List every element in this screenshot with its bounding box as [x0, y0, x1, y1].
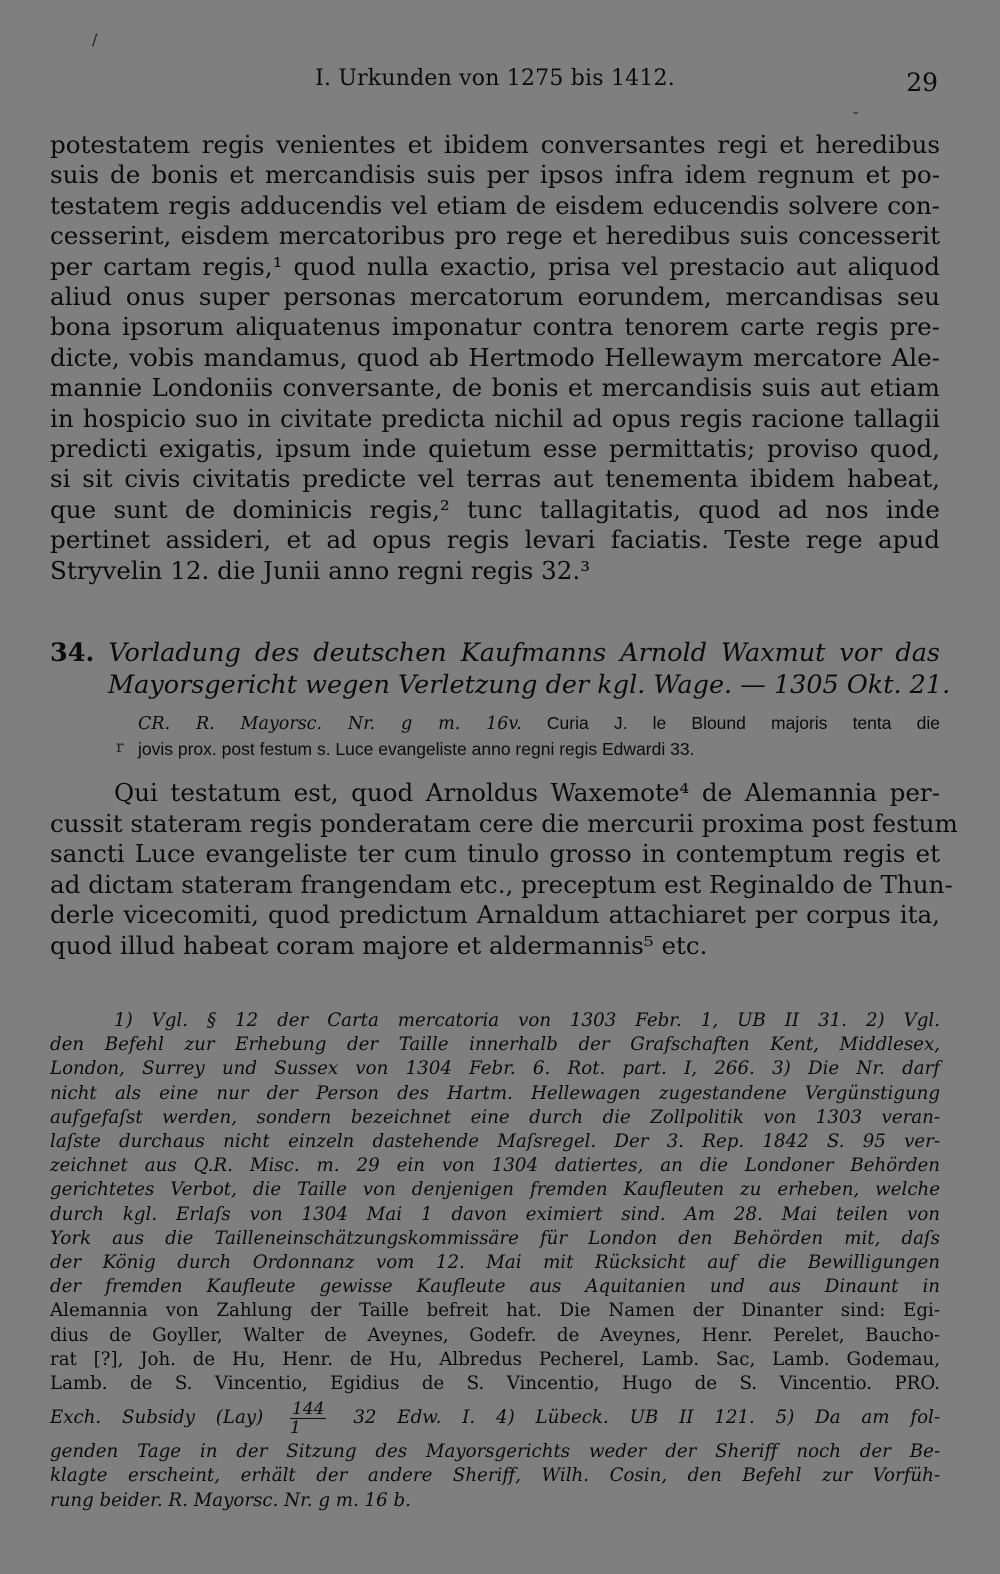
text-line: que sunt de dominicis regis,² tunc tallagitatis, quod ad nos inde: [50, 494, 940, 524]
footnote-line: den Befehl zur Erhebung der Taille innerhalb der Grafschaften Kent, Middlesex,: [50, 1034, 940, 1056]
footnote-line: nicht als eine nur der Person des Hartm. Hellewagen zugestandene Vergünstigung: [50, 1082, 940, 1104]
source-text: Curia J. le Blound majoris tenta die: [546, 713, 940, 733]
source-text: jovis prox. post festum s. Luce evangeliste anno regni regis Edwardi 33.: [138, 739, 695, 759]
text-line: Stryvelin 12. die Junii anno regni regis 32.³: [50, 555, 591, 585]
footnote-line: gerichtetes Verbot, die Taille von denjenigen fremden Kaufleuten zu erheben, welche: [50, 1179, 940, 1201]
text-line: sancti Luce evangeliste ter cum tinulo grosso in contemptum regis et: [50, 839, 940, 869]
continued-document-text: [50, 130, 940, 586]
scan-speck: r: [116, 737, 124, 756]
scan-speck: /: [92, 30, 98, 49]
footnote-line: der fremden Kaufleute gewisse Kaufleute aus Aquitanien und aus Dinaunt in: [50, 1276, 940, 1298]
footnote-line: rung beider. R. Mayorsc. Nr. g m. 16 b.: [50, 1489, 411, 1511]
source-reference: [138, 711, 940, 762]
footnote-line: London, Surrey und Sussex von 1304 Febr. 6. Rot. part. I, 266. 3) Die Nr. darf: [50, 1058, 940, 1080]
document-title-line: Mayorsgericht wegen Verletzung der kgl. Wage. — 1305 Okt. 21.: [108, 670, 951, 700]
running-head: I. Urkunden von 1275 bis 1412.: [315, 66, 675, 91]
footnote-line: klagte erscheint, erhält der andere Sheriff, Wilh. Cosin, den Befehl zur Vorfüh-: [50, 1465, 940, 1487]
footnote-text: Exch. Subsidy (Lay): [50, 1407, 264, 1429]
page-number: 29: [906, 68, 938, 97]
footnote-line: rat [?], Joh. de Hu, Henr. de Hu, Albredus Pecherel, Lamb. Sac, Lamb. Godemau,: [50, 1348, 940, 1370]
text-line: dicte, vobis mandamus, quod ab Hertmodo Hellewaym mercatore Ale-: [50, 342, 940, 372]
fraction-numerator: 144: [292, 1398, 325, 1419]
text-line: cesserint, eisdem mercatoribus pro rege et heredibus suis concesserit: [50, 221, 940, 251]
footnote-line: dius de Goyller, Walter de Aveynes, Godefr. de Aveynes, Henr. Perelet, Baucho-: [50, 1324, 940, 1346]
footnote-line: aufgefaſst werden, sondern bezeichnet eine durch die Zollpolitik von 1303 veran-: [50, 1106, 940, 1128]
text-line: predicti exigatis, ipsum inde quietum esse permittatis; proviso quod,: [50, 434, 940, 464]
text-line: per cartam regis,¹ quod nulla exactio, prisa vel prestacio aut aliquod: [50, 251, 940, 281]
footnote-line: genden Tage in der Sitzung des Mayorsgerichts weder der Sheriff noch der Be-: [50, 1441, 940, 1463]
footnote-line: der König durch Ordonnanz vom 12. Mai mit Rücksicht auf die Bewilligungen: [50, 1252, 940, 1274]
footnotes: [50, 1009, 940, 1513]
page-header: [50, 66, 940, 106]
fraction: [290, 1400, 326, 1437]
footnote-fraction-line: [50, 1396, 940, 1440]
text-line: bona ipsorum aliquatenus imponatur contra tenorem carte regis pre-: [50, 312, 940, 342]
document-number: 34.: [50, 638, 95, 668]
text-line: pertinet assideri, et ad opus regis levari faciatis. Teste rege apud: [50, 525, 940, 555]
footnote-line: 1) Vgl. § 12 der Carta mercatoria von 1303 Febr. 1, UB II 31. 2) Vgl.: [114, 1010, 940, 1031]
document-heading: [50, 637, 951, 701]
footnote-line: Lamb. de S. Vincentio, Egidius de S. Vincentio, Hugo de S. Vincentio. PRO.: [50, 1373, 940, 1395]
text-line: in hospicio suo in civitate predicta nichil ad opus regis racione tallagii: [50, 403, 940, 433]
text-line: suis de bonis et mercandisis suis per ipsos infra idem regnum et po-: [50, 160, 940, 190]
footnote-line: durch kgl. Erlaſs von 1304 Mai 1 davon eximiert sind. Am 28. Mai teilen von: [50, 1203, 940, 1225]
fraction-denominator: 1: [290, 1417, 301, 1438]
text-line: testatem regis adducendis vel etiam de eisdem educendis solvere con-: [50, 190, 940, 220]
text-line: potestatem regis venientes et ibidem conversantes regi et heredibus: [50, 130, 940, 159]
text-line: cussit stateram regis ponderatam cere die mercurii proxima post festum: [50, 808, 958, 838]
document-body: [50, 778, 958, 962]
footnote-line: laſste durchaus nicht einzeln dastehende Maſsregel. Der 3. Rep. 1842 S. 95 ver-: [50, 1131, 940, 1153]
source-citation: CR. R. Mayorsc. Nr. g m. 16v.: [138, 714, 522, 734]
footnote-line: York aus die Tailleneinschätzungskommissäre für London den Behörden mit, daſs: [50, 1227, 940, 1249]
text-line: Qui testatum est, quod Arnoldus Waxemote⁴ de Alemannia per-: [114, 778, 940, 807]
text-line: si sit civis civitatis predicte vel terras aut tenementa ibidem habeat,: [50, 464, 940, 494]
text-line: aliud onus super personas mercatorum eorundem, mercandisas seu: [50, 282, 940, 312]
footnote-line: zeichnet aus Q.R. Misc. m. 29 ein von 1304 datiertes, an die Londoner Behörden: [50, 1155, 940, 1177]
text-line: quod illud habeat coram majore et aldermannis⁵ etc.: [50, 930, 708, 960]
document-title-line: Vorladung des deutschen Kaufmanns Arnold Waxmut vor das: [108, 638, 940, 668]
text-line: mannie Londoniis conversante, de bonis et mercandisis suis aut etiam: [50, 373, 940, 403]
footnote-line: Alemannia von Zahlung der Taille befreit hat. Die Namen der Dinanter sind: Egi-: [50, 1300, 940, 1322]
footnote-text: 32 Edw. I. 4) Lübeck. UB II 121. 5) Da am fol-: [353, 1407, 940, 1429]
text-line: derle vicecomiti, quod predictum Arnaldum attachiaret per corpus ita,: [50, 900, 940, 930]
scan-speck: -: [853, 102, 859, 121]
text-line: ad dictam stateram frangendam etc., preceptum est Reginaldo de Thun-: [50, 869, 953, 899]
